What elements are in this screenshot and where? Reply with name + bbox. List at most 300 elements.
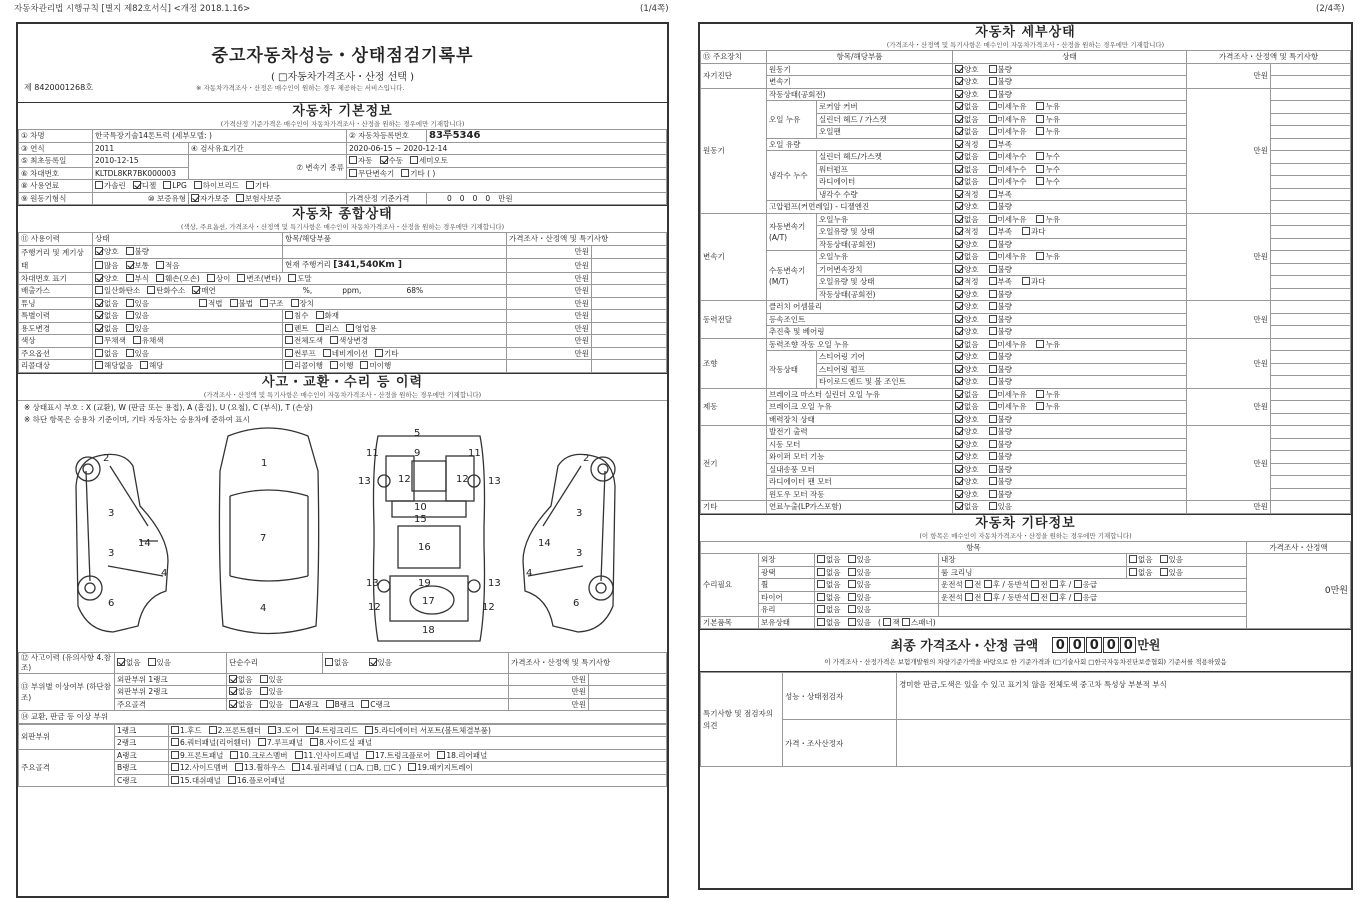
color-change-checkbox[interactable] xyxy=(330,336,338,344)
state-options: 양호 불량 xyxy=(953,263,1187,276)
valid-label: ④ 검사유효기간 xyxy=(189,142,347,155)
mileage-normal-checkbox[interactable] xyxy=(126,261,134,269)
accident-section xyxy=(18,375,667,788)
part-12-checkbox[interactable] xyxy=(171,763,179,771)
svg-text:5: 5 xyxy=(414,427,421,439)
state-checkbox[interactable] xyxy=(989,152,997,160)
remarks-table xyxy=(700,672,1351,767)
clean-yes-checkbox[interactable] xyxy=(1160,568,1168,576)
ext-yes-checkbox[interactable] xyxy=(848,555,856,563)
state-checkbox[interactable] xyxy=(955,240,963,248)
state-checkbox[interactable] xyxy=(989,502,997,510)
title-section xyxy=(18,24,667,103)
state-checkbox[interactable] xyxy=(955,215,963,223)
fuel-other-checkbox[interactable] xyxy=(246,181,254,189)
perf-inspector-label: 성능・상태점검자 xyxy=(783,673,897,720)
int-yes-checkbox[interactable] xyxy=(1160,555,1168,563)
state-checkbox[interactable] xyxy=(955,402,963,410)
state-checkbox[interactable] xyxy=(989,377,997,385)
state-checkbox[interactable] xyxy=(989,227,997,235)
color-chro-checkbox[interactable] xyxy=(133,336,141,344)
color-full-checkbox[interactable] xyxy=(285,336,293,344)
page1-form xyxy=(16,22,669,898)
part-11-checkbox[interactable] xyxy=(295,751,303,759)
emission-smoke-checkbox[interactable] xyxy=(192,286,200,294)
vin-good-checkbox[interactable] xyxy=(95,274,103,282)
state-checkbox[interactable] xyxy=(1022,277,1030,285)
part-label: 고압펌프(커먼레일) - 디젤엔진 xyxy=(767,201,953,214)
tire-pass-front-checkbox[interactable] xyxy=(1031,593,1039,601)
state-checkbox[interactable] xyxy=(955,202,963,210)
part-label: 추진축 및 베어링 xyxy=(767,326,953,339)
basic-none-checkbox[interactable] xyxy=(817,618,825,626)
state-checkbox[interactable] xyxy=(989,77,997,85)
state-options: 양호 불량 xyxy=(953,476,1187,489)
part-17-checkbox[interactable] xyxy=(366,751,374,759)
part-1-checkbox[interactable] xyxy=(171,726,179,734)
gauge-good-checkbox[interactable] xyxy=(95,247,103,255)
part-label: 오일유량 및 상태 xyxy=(817,276,953,289)
device-0-price: 만원 xyxy=(1187,63,1271,88)
state-checkbox[interactable] xyxy=(1036,115,1044,123)
device-6-label: 전기 xyxy=(701,426,767,501)
tire-driver-front-checkbox[interactable] xyxy=(965,593,973,601)
state-checkbox[interactable] xyxy=(989,165,997,173)
fuel-gasoline-checkbox[interactable] xyxy=(95,181,103,189)
use-none-checkbox[interactable] xyxy=(95,324,103,332)
basic-spanner-checkbox[interactable] xyxy=(902,618,910,626)
subgroup-label: 자동변속기 (A/T) xyxy=(767,213,817,251)
trans-label: ⑦ 변속기 종류 xyxy=(189,155,347,180)
state-checkbox[interactable] xyxy=(989,277,997,285)
state-options: 양호 불량 xyxy=(953,326,1187,339)
state-options: 양호 불량 xyxy=(953,238,1187,251)
etc-title: 자동차 기타정보 xyxy=(975,515,1076,531)
state-checkbox[interactable] xyxy=(955,415,963,423)
state-checkbox[interactable] xyxy=(955,302,963,310)
part-label: 실린더 헤드/가스켓 xyxy=(817,151,953,164)
car-right-side-view xyxy=(523,454,615,632)
frame-b-checkbox[interactable] xyxy=(326,700,334,708)
frame-c-checkbox[interactable] xyxy=(361,700,369,708)
wheel-emergency-checkbox[interactable] xyxy=(1074,580,1082,588)
part-label: 배력장치 상태 xyxy=(767,413,953,426)
state-options: 없음 미세누수 누수 xyxy=(953,176,1187,189)
col-price: 가격조사・산정액 및 특기사항 xyxy=(1187,51,1351,64)
wheel-pass-front-checkbox[interactable] xyxy=(1031,580,1039,588)
glass-none-checkbox[interactable] xyxy=(817,605,825,613)
trans-manual-checkbox[interactable] xyxy=(380,156,388,164)
subgroup-label: 작동상태 xyxy=(767,351,817,389)
part-16-checkbox[interactable] xyxy=(228,776,236,784)
device-2-price: 만원 xyxy=(1187,213,1271,301)
form-title: 중고자동차성능・상태점검기록부 xyxy=(211,46,474,66)
tire-emergency-checkbox[interactable] xyxy=(1074,593,1082,601)
recall-yes-checkbox[interactable] xyxy=(140,361,148,369)
state-checkbox[interactable] xyxy=(989,452,997,460)
state-checkbox[interactable] xyxy=(955,177,963,185)
recall-notyet-checkbox[interactable] xyxy=(360,361,368,369)
part-6-checkbox[interactable] xyxy=(171,738,179,746)
use-rent-checkbox[interactable] xyxy=(285,324,293,332)
panel-table: 외판부위 1랭크 1.후드 2.프론트휀더 3.도어 4.트렁크리드 5.라디에이터 서포트(볼트체결부품) 2랭크 6.쿼터패널(리어휀더) 7.루프패널 8.사이드실 패널 주요골격 A랭크 9.프론트패널 10.크로스멤버 11.인사이드패널 17.트렁크플로어 18.리어패널 B랭크 12.사이드멤버 13.휠하우스 14.필러패널 ( □A, □B, □C ) 19.패키지트레이 C랭크 15.대쉬패널 16.플로어패널 xyxy=(18,724,667,788)
engine-label: ⑨ 원동기형식 xyxy=(19,192,93,205)
state-checkbox[interactable] xyxy=(989,240,997,248)
state-options: 양호 불량 xyxy=(953,88,1187,101)
state-checkbox[interactable] xyxy=(1036,102,1044,110)
gauge-bad-checkbox[interactable] xyxy=(126,247,134,255)
part-13-checkbox[interactable] xyxy=(235,763,243,771)
detail-subtitle: (가격조사・산정액 및 특기사항은 매수인이 자동차가격조사・산정을 원하는 경우에만 기재합니다) xyxy=(886,41,1165,49)
state-options: 없음 미세누유 누유 xyxy=(953,401,1187,414)
page1-form-header: 자동차관리법 시행규칙 [별지 제82호서식] <개정 2018.1.16> xyxy=(14,4,251,14)
state-checkbox[interactable] xyxy=(989,302,997,310)
state-checkbox[interactable] xyxy=(1036,390,1044,398)
tuning-illegal-checkbox[interactable] xyxy=(230,299,238,307)
fuel-opts: 가솔린 디젤 LPG 하이브리드 기타 xyxy=(93,180,667,193)
state-checkbox[interactable] xyxy=(1036,252,1044,260)
fuel-hybrid-checkbox[interactable] xyxy=(194,181,202,189)
wheel-yes-checkbox[interactable] xyxy=(848,580,856,588)
trans-auto-checkbox[interactable] xyxy=(349,156,357,164)
part-8-checkbox[interactable] xyxy=(310,738,318,746)
simple-none-checkbox[interactable] xyxy=(325,658,333,666)
tuning-yes-checkbox[interactable] xyxy=(126,299,134,307)
part-19-checkbox[interactable] xyxy=(408,763,416,771)
svg-text:14: 14 xyxy=(138,537,151,549)
part-label: 오일유량 및 상태 xyxy=(817,226,953,239)
state-checkbox[interactable] xyxy=(989,315,997,323)
final-price-digits: 0 0 0 0 0 xyxy=(1052,637,1137,653)
recall-done-checkbox[interactable] xyxy=(285,361,293,369)
state-checkbox[interactable] xyxy=(989,265,997,273)
state-options: 양호 불량 xyxy=(953,426,1187,439)
state-checkbox[interactable] xyxy=(955,377,963,385)
remarks-label: 특기사항 및 점검자의 의견 xyxy=(701,673,783,767)
vin-painted-checkbox[interactable] xyxy=(288,274,296,282)
emission-label: 배출가스 xyxy=(19,285,93,298)
frame-yes-checkbox[interactable] xyxy=(260,700,268,708)
color-achro-checkbox[interactable] xyxy=(95,336,103,344)
state-checkbox[interactable] xyxy=(955,140,963,148)
special-fire-checkbox[interactable] xyxy=(316,311,324,319)
car-top-view xyxy=(219,428,318,634)
vin-altered-checkbox[interactable] xyxy=(237,274,245,282)
state-checkbox[interactable] xyxy=(955,102,963,110)
basic-yes-checkbox[interactable] xyxy=(848,618,856,626)
etc-col-item: 항목 xyxy=(701,541,1247,554)
device-3-label: 동력전달 xyxy=(701,301,767,339)
recall-ok-checkbox[interactable] xyxy=(330,361,338,369)
reg-no-label: ② 자동차등록번호 xyxy=(347,130,427,143)
state-checkbox[interactable] xyxy=(1036,165,1044,173)
subgroup-label: 냉각수 누수 xyxy=(767,151,817,201)
rank1-yes-checkbox[interactable] xyxy=(260,675,268,683)
tire-driver-rear-checkbox[interactable] xyxy=(984,593,992,601)
state-checkbox[interactable] xyxy=(1036,152,1044,160)
state-checkbox[interactable] xyxy=(1022,227,1030,235)
state-checkbox[interactable] xyxy=(989,477,997,485)
emission-co-checkbox[interactable] xyxy=(95,286,103,294)
page1-page-number: (1/4쪽) xyxy=(640,4,669,14)
state-checkbox[interactable] xyxy=(955,465,963,473)
svg-text:13: 13 xyxy=(366,577,379,589)
part-2-checkbox[interactable] xyxy=(209,726,217,734)
rank2-none-checkbox[interactable] xyxy=(229,687,237,695)
state-checkbox[interactable] xyxy=(955,227,963,235)
state-checkbox[interactable] xyxy=(1036,177,1044,185)
state-checkbox[interactable] xyxy=(989,490,997,498)
state-options: 양호 불량 xyxy=(953,363,1187,376)
device-2-label: 변속기 xyxy=(701,213,767,301)
basic-items-label: 기본품목 xyxy=(701,616,759,629)
svg-text:3: 3 xyxy=(576,507,583,519)
device-0-label: 자기진단 xyxy=(701,63,767,88)
state-checkbox[interactable] xyxy=(955,265,963,273)
state-checkbox[interactable] xyxy=(955,77,963,85)
part-18-checkbox[interactable] xyxy=(437,751,445,759)
state-checkbox[interactable] xyxy=(1036,402,1044,410)
state-checkbox[interactable] xyxy=(955,165,963,173)
tuning-legal-checkbox[interactable] xyxy=(199,299,207,307)
state-checkbox[interactable] xyxy=(989,65,997,73)
rank1-none-checkbox[interactable] xyxy=(229,675,237,683)
state-checkbox[interactable] xyxy=(955,452,963,460)
accident-table: ⑫ 사고이력 (유의사항 4.참조) 없음 있음 단순수리 없음 있음 가격조사・산정액 및 특기사항 ⑬ 부위별 이상여부 (하단참조) 외판부위 1랭크 없음 있음 만원 외판부위 2랭크 없음 있음 만원 주요골격 없음 있음 A랭크 B랭크 C랭크 만원 ⑭ 교환, 판금 등 이상 부위 xyxy=(18,652,667,724)
panel-outer-label: 외판부위 xyxy=(19,724,115,749)
opt-yes-checkbox[interactable] xyxy=(126,349,134,357)
state-checkbox[interactable] xyxy=(989,365,997,373)
col-price: 가격조사・산정액 및 특기사항 xyxy=(507,233,667,246)
car-left-side-view xyxy=(76,454,168,632)
accident-title: 사고・교환・수리 등 이력 xyxy=(261,374,424,390)
trans-other-checkbox[interactable] xyxy=(401,169,409,177)
state-checkbox[interactable] xyxy=(955,90,963,98)
gloss-yes-checkbox[interactable] xyxy=(848,568,856,576)
svg-text:4: 4 xyxy=(161,567,168,579)
mileage-high-checkbox[interactable] xyxy=(95,261,103,269)
state-checkbox[interactable] xyxy=(989,427,997,435)
trans-opts-row2: 무단변속기 기타 ( ) xyxy=(347,167,667,180)
trans-semi-checkbox[interactable] xyxy=(410,156,418,164)
state-checkbox[interactable] xyxy=(989,115,997,123)
special-flood-checkbox[interactable] xyxy=(285,311,293,319)
state-checkbox[interactable] xyxy=(989,127,997,135)
state-checkbox[interactable] xyxy=(989,90,997,98)
svg-text:6: 6 xyxy=(108,597,115,609)
vin-diff-checkbox[interactable] xyxy=(207,274,215,282)
fuel-diesel-checkbox[interactable] xyxy=(133,181,141,189)
state-checkbox[interactable] xyxy=(955,290,963,298)
special-label: 특별이력 xyxy=(19,310,93,323)
recall-na-checkbox[interactable] xyxy=(95,361,103,369)
subgroup-label: 오일 누유 xyxy=(767,101,817,139)
state-checkbox[interactable] xyxy=(955,115,963,123)
use-biz-checkbox[interactable] xyxy=(346,324,354,332)
repair-label: 수리필요 xyxy=(701,554,759,617)
use-yes-checkbox[interactable] xyxy=(126,324,134,332)
state-checkbox[interactable] xyxy=(989,190,997,198)
wheel-driver-front-checkbox[interactable] xyxy=(965,580,973,588)
state-checkbox[interactable] xyxy=(955,390,963,398)
state-checkbox[interactable] xyxy=(955,152,963,160)
rank2-yes-checkbox[interactable] xyxy=(260,687,268,695)
detail-title: 자동차 세부상태 xyxy=(975,25,1076,40)
device-4-price: 만원 xyxy=(1187,338,1271,388)
vin-rust-checkbox[interactable] xyxy=(126,274,134,282)
special-yes-checkbox[interactable] xyxy=(126,311,134,319)
glass-yes-checkbox[interactable] xyxy=(848,605,856,613)
part-9-checkbox[interactable] xyxy=(171,751,179,759)
color-label: 색상 xyxy=(19,335,93,348)
part-label: 실린더 헤드 / 가스켓 xyxy=(817,113,953,126)
svg-text:2: 2 xyxy=(583,452,590,464)
state-checkbox[interactable] xyxy=(1036,215,1044,223)
wheel-pass-rear-checkbox[interactable] xyxy=(1050,580,1058,588)
col-part: 항목/해당부품 xyxy=(767,51,953,64)
state-options: 없음 미세누유 누유 xyxy=(953,251,1187,264)
warranty-self-checkbox[interactable] xyxy=(191,194,199,202)
state-checkbox[interactable] xyxy=(955,127,963,135)
part-label: 오일팬 xyxy=(817,126,953,139)
accident-yes-checkbox[interactable] xyxy=(148,658,156,666)
opt-other-checkbox[interactable] xyxy=(375,349,383,357)
detail-table xyxy=(700,50,1351,514)
svg-text:12: 12 xyxy=(368,601,381,613)
final-note: 이 가격조사・산정가격은 보험개발원의 차량기준가액을 바탕으로 한 기준가격과 (□기술사회 □한국자동차진단보증협회) 기준서를 적용하였음 xyxy=(824,658,1227,666)
state-checkbox[interactable] xyxy=(955,190,963,198)
state-checkbox[interactable] xyxy=(989,327,997,335)
state-checkbox[interactable] xyxy=(989,415,997,423)
state-checkbox[interactable] xyxy=(1036,127,1044,135)
opt-sunroof-checkbox[interactable] xyxy=(285,349,293,357)
part-label: 작동상태(공회전) xyxy=(767,88,953,101)
state-checkbox[interactable] xyxy=(955,277,963,285)
trans-cvt-checkbox[interactable] xyxy=(349,169,357,177)
state-checkbox[interactable] xyxy=(955,315,963,323)
opt-none-checkbox[interactable] xyxy=(95,349,103,357)
warranty-insurer-checkbox[interactable] xyxy=(236,194,244,202)
state-checkbox[interactable] xyxy=(989,177,997,185)
vin-damage-checkbox[interactable] xyxy=(156,274,164,282)
special-none-checkbox[interactable] xyxy=(95,311,103,319)
state-options: 양호 불량 xyxy=(953,63,1187,76)
part-3-checkbox[interactable] xyxy=(268,726,276,734)
fuel-lpg-checkbox[interactable] xyxy=(163,181,171,189)
clean-none-checkbox[interactable] xyxy=(1129,568,1137,576)
basic-jack-checkbox[interactable] xyxy=(883,618,891,626)
tuning-device-checkbox[interactable] xyxy=(291,299,299,307)
state-checkbox[interactable] xyxy=(955,440,963,448)
state-checkbox[interactable] xyxy=(989,390,997,398)
svg-text:13: 13 xyxy=(488,475,501,487)
part-label: 워터펌프 xyxy=(817,163,953,176)
state-checkbox[interactable] xyxy=(955,65,963,73)
fuel-label: ⑧ 사용연료 xyxy=(19,180,93,193)
state-checkbox[interactable] xyxy=(955,340,963,348)
wheel-driver-rear-checkbox[interactable] xyxy=(984,580,992,588)
standard-note: ※ 하단 항목은 승용차 기준이며, 기타 자동차는 승용차에 준하여 표시 xyxy=(24,414,250,424)
state-checkbox[interactable] xyxy=(955,365,963,373)
state-checkbox[interactable] xyxy=(989,252,997,260)
state-checkbox[interactable] xyxy=(955,490,963,498)
part-numbers xyxy=(103,428,589,636)
state-checkbox[interactable] xyxy=(989,202,997,210)
part-7-checkbox[interactable] xyxy=(258,738,266,746)
state-checkbox[interactable] xyxy=(989,102,997,110)
state-checkbox[interactable] xyxy=(989,440,997,448)
part-5-checkbox[interactable] xyxy=(365,726,373,734)
options-label: 주요옵션 xyxy=(19,347,93,360)
int-none-checkbox[interactable] xyxy=(1129,555,1137,563)
state-checkbox[interactable] xyxy=(989,215,997,223)
reg-no: 83루5346 xyxy=(427,130,667,143)
state-checkbox[interactable] xyxy=(955,327,963,335)
svg-text:3: 3 xyxy=(108,507,115,519)
part-14-checkbox[interactable] xyxy=(292,763,300,771)
tire-pass-rear-checkbox[interactable] xyxy=(1050,593,1058,601)
svg-text:19: 19 xyxy=(418,577,431,589)
part-10-checkbox[interactable] xyxy=(230,751,238,759)
state-checkbox[interactable] xyxy=(955,477,963,485)
year: 2011 xyxy=(93,142,189,155)
state-checkbox[interactable] xyxy=(989,402,997,410)
part-label: 작동상태(공회전) xyxy=(817,288,953,301)
part-15-checkbox[interactable] xyxy=(171,776,179,784)
state-checkbox[interactable] xyxy=(989,340,997,348)
ext-none-checkbox[interactable] xyxy=(817,555,825,563)
tire-none-checkbox[interactable] xyxy=(817,593,825,601)
opt-navi-checkbox[interactable] xyxy=(323,349,331,357)
emission-hc-checkbox[interactable] xyxy=(147,286,155,294)
part-label: 와이퍼 모터 기능 xyxy=(767,451,953,464)
svg-text:3: 3 xyxy=(108,547,115,559)
mileage-low-checkbox[interactable] xyxy=(156,261,164,269)
tuning-none-checkbox[interactable] xyxy=(95,299,103,307)
part-4-checkbox[interactable] xyxy=(306,726,314,734)
final-price-section xyxy=(700,630,1351,672)
part-label: 윈도우 모터 작동 xyxy=(767,488,953,501)
car-name-label: ① 차명 xyxy=(19,130,93,143)
state-checkbox[interactable] xyxy=(989,140,997,148)
accident-none-checkbox[interactable] xyxy=(117,658,125,666)
state-checkbox[interactable] xyxy=(955,502,963,510)
state-checkbox[interactable] xyxy=(1036,340,1044,348)
use-lease-checkbox[interactable] xyxy=(316,324,324,332)
state-options: 없음 미세누수 누수 xyxy=(953,163,1187,176)
first-reg: 2010-12-15 xyxy=(93,155,189,168)
state-checkbox[interactable] xyxy=(989,352,997,360)
gloss-none-checkbox[interactable] xyxy=(817,568,825,576)
state-checkbox[interactable] xyxy=(989,465,997,473)
state-options: 양호 불량 xyxy=(953,201,1187,214)
frame-none-checkbox[interactable] xyxy=(229,700,237,708)
state-checkbox[interactable] xyxy=(955,427,963,435)
frame-a-checkbox[interactable] xyxy=(290,700,298,708)
state-options: 양호 불량 xyxy=(953,288,1187,301)
accident-price-col: 가격조사・산정액 및 특기사항 xyxy=(509,652,667,673)
state-checkbox[interactable] xyxy=(955,352,963,360)
first-reg-label: ⑤ 최초등록일 xyxy=(19,155,93,168)
tuning-struct-checkbox[interactable] xyxy=(260,299,268,307)
state-checkbox[interactable] xyxy=(989,290,997,298)
wheel-none-checkbox[interactable] xyxy=(817,580,825,588)
accident-subtitle: (가격조사・산정액 및 특기사항은 매수인이 자동차가격조사・산정을 원하는 경우에만 기재합니다) xyxy=(203,390,482,399)
state-checkbox[interactable] xyxy=(955,252,963,260)
tire-yes-checkbox[interactable] xyxy=(848,593,856,601)
simple-yes-checkbox[interactable] xyxy=(369,658,377,666)
state-options: 없음 미세누유 누유 xyxy=(953,126,1187,139)
